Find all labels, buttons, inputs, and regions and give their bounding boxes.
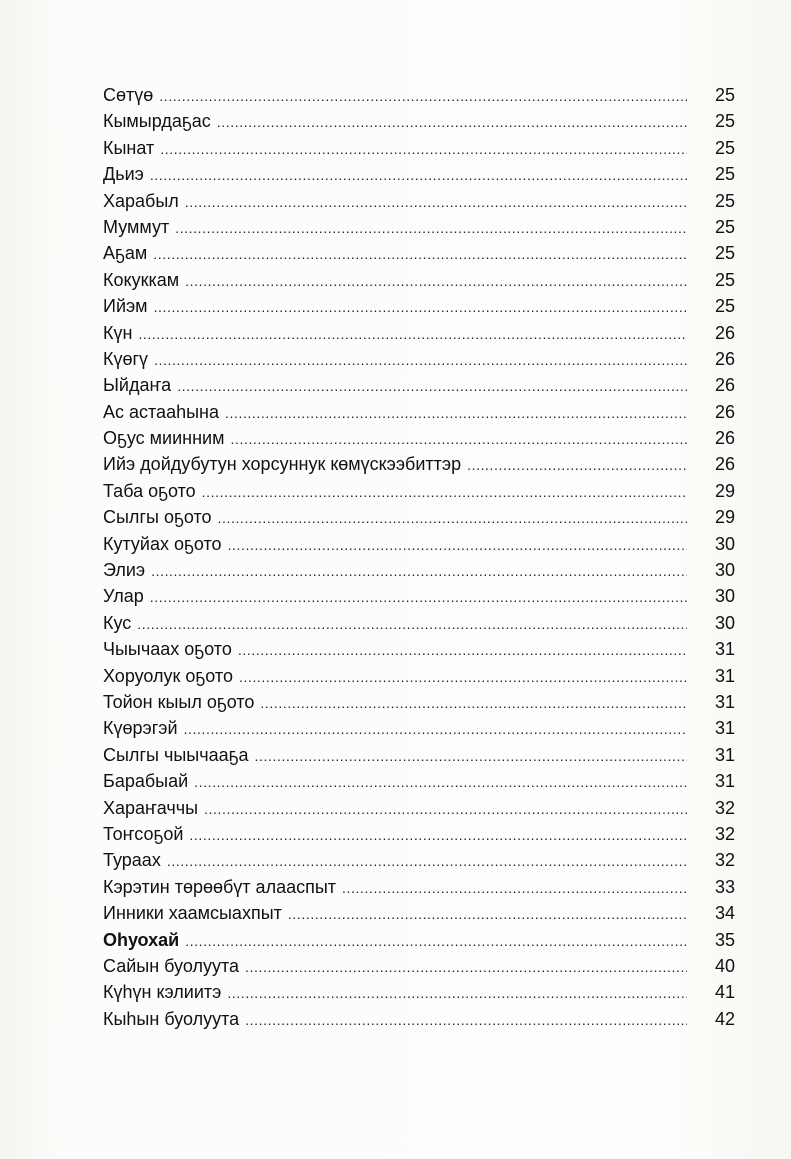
toc-entry-page-number: 25 — [714, 190, 735, 211]
toc-entry-page-number: 31 — [714, 718, 735, 739]
toc-entry-title: Кутуйах оҕото — [103, 533, 222, 554]
toc-entry — [103, 900, 735, 926]
toc-entry-page-number: 26 — [714, 375, 735, 396]
dot-leader — [150, 162, 687, 188]
dot-leader — [177, 373, 687, 399]
toc-entry-title: Хараҥаччы — [103, 797, 199, 818]
toc-entry — [103, 478, 735, 504]
toc-entry-title: Инники хаамсыахпыт — [103, 903, 282, 924]
toc-entry-page-number: 34 — [714, 903, 735, 924]
toc-entry-title: Тойон кыыл оҕото — [103, 691, 255, 712]
toc-entry-title: Барабыай — [103, 771, 189, 792]
toc-entry — [103, 610, 735, 636]
toc-entry-page-number: 30 — [714, 586, 735, 607]
dot-leader — [185, 928, 687, 954]
toc-entry — [103, 425, 735, 451]
toc-entry — [103, 399, 735, 425]
dot-leader — [288, 901, 687, 927]
toc-entry — [103, 108, 735, 134]
toc-entry-page-number: 32 — [714, 797, 735, 818]
toc-entry-title: Оһуохай — [103, 929, 180, 950]
toc-entry-title: Сылгы чыычааҕа — [103, 744, 249, 765]
toc-entry — [103, 135, 735, 161]
dot-leader — [189, 822, 687, 848]
toc-entry-page-number: 29 — [714, 507, 735, 528]
toc-entry-page-number: 25 — [714, 111, 735, 132]
toc-entry-title: Харабыл — [103, 190, 179, 211]
toc-entry-title: Күһүн кэлиитэ — [103, 982, 222, 1003]
toc-entry-title: Оҕус миинним — [103, 428, 225, 449]
dot-leader — [159, 83, 687, 109]
toc-entry-page-number: 31 — [714, 771, 735, 792]
toc-entry — [103, 451, 735, 477]
toc-entry-page-number: 25 — [714, 216, 735, 237]
toc-entry-page-number: 32 — [714, 823, 735, 844]
toc-entry — [103, 979, 735, 1005]
dot-leader — [175, 215, 687, 241]
toc-entry-page-number: 31 — [714, 744, 735, 765]
toc-entry-title: Элиэ — [103, 560, 146, 581]
dot-leader — [255, 743, 688, 769]
dot-leader — [184, 716, 688, 742]
dot-leader — [342, 875, 687, 901]
toc-entry-title: Күн — [103, 322, 133, 343]
toc-entry-page-number: 25 — [714, 137, 735, 158]
toc-entry — [103, 953, 735, 979]
toc-entry-page-number: 25 — [714, 269, 735, 290]
toc-entry-title: Ыйдаҥа — [103, 375, 172, 396]
dot-leader — [227, 980, 687, 1006]
toc-entry — [103, 663, 735, 689]
dot-leader — [185, 268, 687, 294]
dot-leader — [154, 347, 687, 373]
toc-entry-title: Ас астааһына — [103, 401, 219, 422]
toc-entry-title: Муммут — [103, 216, 170, 237]
dot-leader — [217, 109, 687, 135]
toc-entry-page-number: 32 — [714, 850, 735, 871]
toc-entry-title: Сөтүө — [103, 85, 154, 105]
dot-leader — [151, 558, 687, 584]
toc-entry — [103, 82, 735, 108]
dot-leader — [230, 426, 687, 452]
toc-entry — [103, 557, 735, 583]
toc-entry-title: Кус — [103, 612, 132, 633]
toc-entry-page-number: 42 — [714, 1008, 735, 1029]
toc-entry-title: Сайын буолуута — [103, 955, 240, 976]
toc-entry — [103, 689, 735, 715]
toc-entry-title: Чыычаах оҕото — [103, 639, 232, 660]
toc-entry-page-number: 25 — [714, 296, 735, 317]
toc-entry-page-number: 30 — [714, 560, 735, 581]
toc-entry-title: Хоруолук оҕото — [103, 665, 233, 686]
dot-leader — [204, 796, 687, 822]
toc-entry — [103, 795, 735, 821]
toc-entry-title: Ийэм — [103, 296, 148, 317]
dot-leader — [238, 637, 687, 663]
toc-entry-title: Кынат — [103, 137, 155, 158]
toc-entry-title: Кокуккам — [103, 269, 180, 290]
toc-entry — [103, 583, 735, 609]
toc-entry — [103, 346, 735, 372]
toc-entry-title: Сылгы оҕото — [103, 507, 212, 528]
dot-leader — [167, 848, 687, 874]
toc-entry — [103, 768, 735, 794]
dot-leader — [228, 532, 687, 558]
toc-entry-page-number: 35 — [714, 929, 735, 950]
toc-entry-title: Күөгү — [103, 348, 149, 369]
toc-entry-title: Кыһын буолуута — [103, 1008, 240, 1029]
toc-entry — [103, 161, 735, 187]
toc-entry-page-number: 41 — [714, 982, 735, 1003]
toc-entry-page-number: 31 — [714, 665, 735, 686]
toc-entry-page-number: 40 — [714, 955, 735, 976]
toc-entry — [103, 742, 735, 768]
dot-leader — [225, 400, 687, 426]
toc-entry-title: Күөрэгэй — [103, 718, 178, 739]
toc-entry-title: Ийэ дойдубутун хорсуннук көмүскээбиттэр — [103, 454, 462, 475]
toc-entry — [103, 927, 735, 953]
toc-entry — [103, 188, 735, 214]
toc-entry — [103, 531, 735, 557]
toc-entry-page-number: 31 — [714, 691, 735, 712]
toc-entry — [103, 267, 735, 293]
dot-leader — [185, 189, 687, 215]
dot-leader — [194, 769, 687, 795]
dot-leader — [260, 690, 687, 716]
dot-leader — [137, 611, 687, 637]
toc-entry-title: Таба оҕото — [103, 480, 196, 501]
toc-entry-page-number: 33 — [714, 876, 735, 897]
toc-entry-page-number: 30 — [714, 612, 735, 633]
toc-entry — [103, 636, 735, 662]
toc-entry — [103, 293, 735, 319]
toc-entry-title: Кымырдаҕас — [103, 111, 211, 132]
toc-entry-page-number: 26 — [714, 454, 735, 475]
toc-entry-page-number: 26 — [714, 428, 735, 449]
toc-entry — [103, 240, 735, 266]
toc-entry — [103, 372, 735, 398]
dot-leader — [218, 505, 687, 531]
toc-entry-title: Тоҥсоҕой — [103, 823, 184, 844]
toc-entry — [103, 320, 735, 346]
toc-entry-page-number: 25 — [714, 164, 735, 185]
toc-entry-page-number: 29 — [714, 480, 735, 501]
dot-leader — [245, 1007, 687, 1033]
toc-entry-page-number: 31 — [714, 639, 735, 660]
toc-entry-page-number: 25 — [714, 85, 735, 105]
toc-entry — [103, 214, 735, 240]
toc-entry-title: Аҕам — [103, 243, 148, 264]
toc-entry-page-number: 26 — [714, 348, 735, 369]
dot-leader — [160, 136, 687, 162]
toc-entry-title: Дьиэ — [103, 164, 144, 185]
dot-leader — [467, 452, 687, 478]
dot-leader — [150, 584, 687, 610]
dot-leader — [202, 479, 687, 505]
toc-entry-title: Кэрэтин төрөөбүт алааспыт — [103, 876, 337, 897]
toc-entry-title: Тураах — [103, 850, 161, 871]
toc-entry — [103, 715, 735, 741]
toc-entry-title: Улар — [103, 586, 144, 607]
table-of-contents — [103, 82, 735, 1032]
dot-leader — [154, 294, 687, 320]
toc-entry-page-number: 25 — [714, 243, 735, 264]
dot-leader — [239, 664, 687, 690]
toc-entry — [103, 847, 735, 873]
toc-entry-page-number: 26 — [714, 322, 735, 343]
dot-leader — [153, 241, 687, 267]
toc-entry — [103, 821, 735, 847]
toc-entry — [103, 874, 735, 900]
toc-entry-page-number: 26 — [714, 401, 735, 422]
dot-leader — [245, 954, 687, 980]
toc-entry-page-number: 30 — [714, 533, 735, 554]
dot-leader — [138, 321, 687, 347]
toc-entry — [103, 1006, 735, 1032]
toc-entry — [103, 504, 735, 530]
